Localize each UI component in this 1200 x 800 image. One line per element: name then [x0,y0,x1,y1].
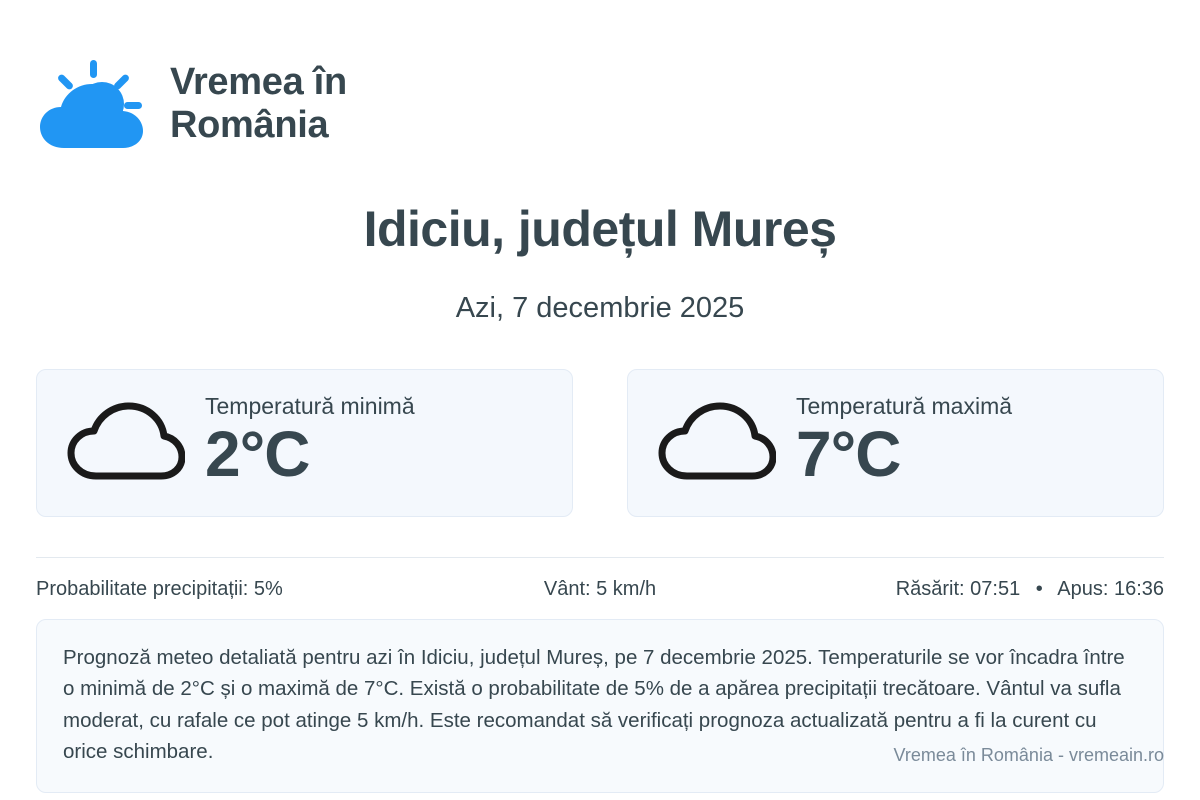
brand-name-line1: Vremea în [170,61,347,104]
card-min-label: Temperatură minimă [205,393,415,420]
sun-times [788,578,1164,601]
forecast-description-panel [36,619,1164,793]
wind-speed: Vânt: 5 km/h [543,577,657,600]
card-max-temperature [627,369,1164,517]
card-min-value: 2°C [205,418,310,491]
weather-meta-row [36,557,1164,601]
page-title: Idiciu, județul Mureș [363,201,837,257]
brand-name [170,61,347,146]
card-min-body [205,393,415,491]
page-subtitle: Azi, 7 decembrie 2025 [455,291,745,324]
footer-credit: Vremea în România - vremeain.ro [893,745,1164,765]
sun-cloud-icon [36,52,148,156]
brand-name-line2: România [170,104,329,146]
cloud-icon [63,395,187,491]
card-max-body [796,393,1012,491]
precipitation-probability: Probabilitate precipitații: 5% [36,577,283,600]
card-max-value: 7°C [796,418,901,491]
sunrise-time: Răsărit: 07:51 [895,577,1021,600]
site-header [36,0,1164,156]
card-max-label: Temperatură maximă [796,393,1013,420]
temperature-cards [36,369,1164,517]
card-min-temperature [36,369,573,517]
sun-times-separator: • [1035,577,1043,600]
sunset-time: Apus: 16:36 [1057,577,1164,600]
forecast-description-text: Prognoză meteo detaliată pentru azi în Idiciu, județul Mureș, pe 7 decembrie 2025. Temperaturile se vor încadra între o minimă de 2°C și o maximă de 7°C. Există o probabilitate de 5% de a apărea precipitații trecătoare. Vântul va sufla moderat, cu rafale ce pot atinge 5 km/h. Este recomandat să verificați prognoza actualizată pentru a fi la curent cu orice schimbare. [63,645,1125,764]
cloud-icon [654,395,778,491]
